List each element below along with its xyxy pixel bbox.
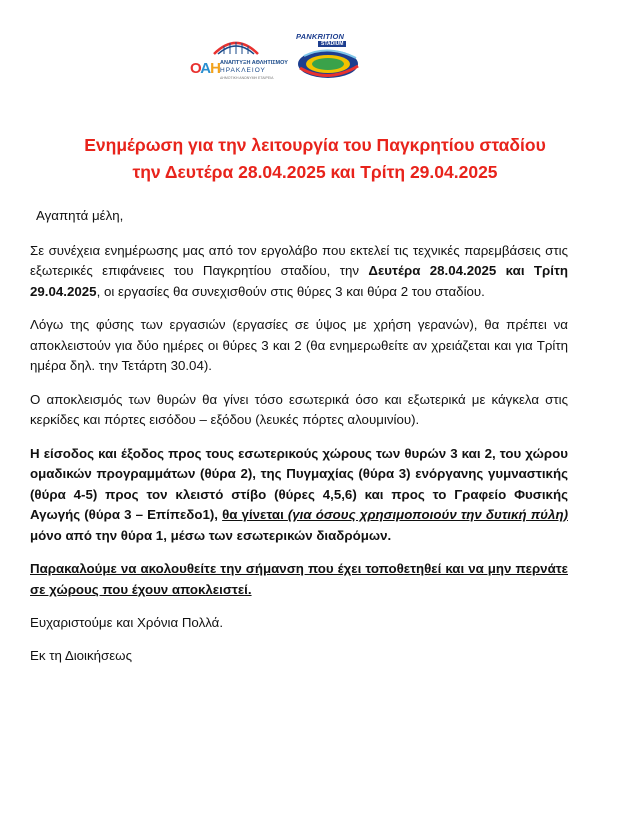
paragraph-1 [30,241,568,303]
stadium-emblem-icon [296,44,366,82]
oah-mark-o: Ο [190,60,201,77]
paragraph-4-underlined-a: θα γίνεται [222,507,288,522]
title-line-2: την Δευτέρα 28.04.2025 και Τρίτη 29.04.2025 [132,162,498,182]
paragraph-5: Παρακαλούμε να ακολουθείτε την σήμανση που έχει τοποθετηθεί και να μην περνάτε σε χώρους που έχουν αποκλειστεί. [30,561,568,597]
page-title [0,132,630,186]
stadium-logo-name: PANKRITION [296,32,345,41]
oah-logo [190,36,286,84]
paragraph-1-dates: Δευτέρα 28.04.2025 και Τρίτη 29.04.2025 [30,263,569,299]
oah-mark-a: Α [200,60,211,77]
paragraph-4-text-d: μόνο από την θύρα 1, μέσω των εσωτερικών διαδρόμων. [30,527,392,543]
stadium-arch-icon [212,36,260,56]
paragraph-4 [30,444,568,547]
header-logos [190,30,390,90]
paragraph-1-text-a: Σε συνέχεια ενημέρωσης μας από τον εργολάβο που εκτελεί τις τεχνικές παρεμβάσεις στις εξωτερικές επιφάνειες του Παγκρητίου σταδίου, την [30,242,568,278]
paragraph-2: Λόγω της φύσης των εργασιών (εργασίες σε ύψος με χρήση γερανών), θα πρέπει να αποκλειστούν για δύο ημέρες οι θύρες 3 και 2 (θα ενημερωθείτε αν χρειάζεται και για Τρίτη ημέρα δηλ. την Τετάρτη 30.04). [30,317,568,373]
oah-mark-h: Η [210,60,220,77]
paragraph-1-text-c: , οι εργασίες θα συνεχισθούν στις θύρες 3 και θύρα 2 του σταδίου. [96,283,485,299]
oah-line1: ΑΝΑΠΤΥΞΗ ΑΘΛΗΤΙΣΜΟΥ [220,60,288,66]
pankrition-stadium-logo [296,30,372,84]
oah-line2: ΗΡΑΚΛΕΙΟΥ [220,67,266,74]
paragraph-3: Ο αποκλεισμός των θυρών θα γίνει τόσο εσωτερικά όσο και εξωτερικά με κάγκελα στις κερκίδες και πόρτες εισόδου – εξόδου (λευκές πόρτες αλουμινίου). [30,391,568,427]
closing-thanks: Ευχαριστούμε και Χρόνια Πολλά. [30,615,224,630]
paragraph-4-underlined-italic: (για όσους χρησιμοποιούν την δυτική πύλη) [287,507,568,522]
stadium-logo-sub: STADIUM [318,41,346,47]
oah-line3: ΔΗΜΟΤΙΚΗ ΑΝΩΝΥΜΗ ΕΤΑΙΡΕΙΑ [220,76,274,80]
oah-mark [190,60,220,77]
title-line-1: Ενημέρωση για την λειτουργία του Παγκρητίου σταδίου [84,135,546,155]
greeting: Αγαπητά μέλη, [36,208,124,223]
paragraph-4-text-a: Η είσοδος και έξοδος προς τους εσωτερικούς χώρους των θυρών 3 και 2, του χώρου ομαδικών προγραμμάτων (θύρα 2), της Πυγμαχίας (θύρα 3) ενόργανης γυμναστικής (θύρα 4-5) προς τον κλειστό στίβο (θύρες 4,5,6) και προς το Γραφείο Φυσικής Αγωγής (θύρα 3 – Επίπεδο1), [30,445,568,522]
closing-signature: Εκ τη Διοικήσεως [30,647,132,663]
letter-body [30,206,568,678]
